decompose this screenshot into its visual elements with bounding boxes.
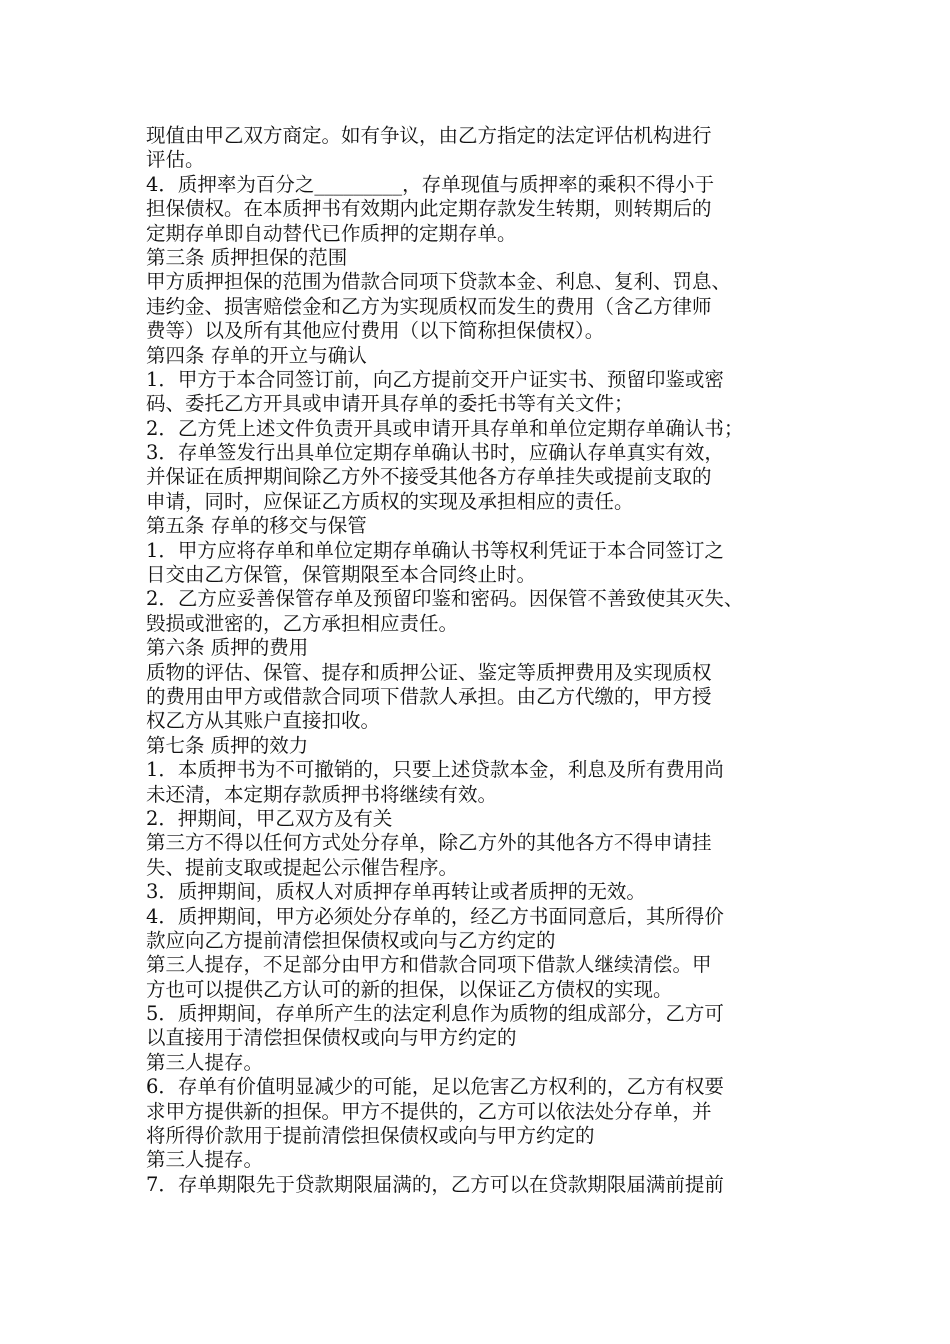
text-line: 2．押期间，甲乙双方及有关 (146, 806, 393, 830)
text-line: 2．乙方凭上述文件负责开具或申请开具存单和单位定期存单确认书； (146, 416, 744, 440)
text-line: 现值由甲乙双方商定。如有争议，由乙方指定的法定评估机构进行 (146, 124, 712, 147)
text-line: 并保证在质押期间除乙方外不接受其他各方存单挂失或提前支取的 (146, 465, 712, 489)
text-line: 申请，同时，应保证乙方质权的实现及承担相应的责任。 (146, 489, 634, 513)
text-line: 4．质押率为百分之_________，存单现值与质押率的乘积不得小于 (146, 172, 715, 196)
text-line: 日交由乙方保管，保管期限至本合同终止时。 (146, 563, 537, 587)
text-line: 1．甲方应将存单和单位定期存单确认书等权利凭证于本合同签订之 (146, 538, 724, 562)
text-line: 3．存单签发行出具单位定期存单确认书时，应确认存单真实有效， (146, 441, 724, 465)
text-line: 4．质押期间，甲方必须处分存单的，经乙方书面同意后，其所得价 (146, 904, 724, 928)
text-line: 的费用由甲方或借款合同项下借款人承担。由乙方代缴的，甲方授 (146, 684, 712, 708)
text-line: 1．甲方于本合同签订前，向乙方提前交开户证实书、预留印鉴或密 (146, 367, 724, 391)
text-line: 甲方质押担保的范围为借款合同项下贷款本金、利息、复利、罚息、 (146, 270, 732, 294)
text-line: 失、提前支取或提起公示催告程序。 (146, 855, 459, 879)
text-line: 以直接用于清偿担保债权或向与甲方约定的 (146, 1026, 517, 1050)
text-line: 未还清，本定期存款质押书将继续有效。 (146, 782, 498, 806)
text-line: 定期存单即自动替代已作质押的定期存单。 (146, 221, 517, 245)
section-heading: 第四条 存单的开立与确认 (146, 343, 367, 367)
text-line: 违约金、损害赔偿金和乙方为实现质权而发生的费用（含乙方律师 (146, 294, 712, 318)
text-line: 评估。 (146, 148, 205, 172)
section-heading: 第五条 存单的移交与保管 (146, 514, 367, 538)
text-line: 将所得价款用于提前清偿担保债权或向与甲方约定的 (146, 1124, 595, 1148)
text-line: 权乙方从其账户直接扣收。 (146, 709, 381, 733)
text-line: 款应向乙方提前清偿担保债权或向与乙方约定的 (146, 928, 556, 952)
text-line: 方也可以提供乙方认可的新的担保，以保证乙方债权的实现。 (146, 977, 673, 1001)
text-line: 6．存单有价值明显减少的可能，足以危害乙方权利的，乙方有权要 (146, 1075, 724, 1099)
section-heading: 第七条 质押的效力 (146, 733, 309, 757)
text-line: 费等）以及所有其他应付费用（以下简称担保债权）。 (146, 319, 605, 343)
text-line: 求甲方提供新的担保。甲方不提供的，乙方可以依法处分存单，并 (146, 1099, 712, 1123)
document-body (146, 124, 826, 1197)
text-line: 2．乙方应妥善保管存单及预留印鉴和密码。因保管不善致使其灭失、 (146, 587, 744, 611)
text-line: 7．存单期限先于贷款期限届满的，乙方可以在贷款期限届满前提前 (146, 1172, 724, 1196)
text-line: 质物的评估、保管、提存和质押公证、鉴定等质押费用及实现质权 (146, 660, 712, 684)
text-line: 5．质押期间，存单所产生的法定利息作为质物的组成部分，乙方可 (146, 1002, 724, 1026)
text-line: 码、委托乙方开具或申请开具存单的委托书等有关文件； (146, 392, 634, 416)
text-line: 第三人提存，不足部分由甲方和借款合同项下借款人继续清偿。甲 (146, 953, 712, 977)
text-line: 第三方不得以任何方式处分存单，除乙方外的其他各方不得申请挂 (146, 831, 712, 855)
text-line: 担保债权。在本质押书有效期内此定期存款发生转期，则转期后的 (146, 197, 712, 221)
text-line: 1．本质押书为不可撤销的，只要上述贷款本金，利息及所有费用尚 (146, 758, 724, 782)
text-line: 毁损或泄密的，乙方承担相应责任。 (146, 611, 459, 635)
text-line: 第三人提存。 (146, 1050, 264, 1074)
section-heading: 第六条 质押的费用 (146, 636, 309, 660)
text-line: 3．质押期间，质权人对质押存单再转让或者质押的无效。 (146, 880, 646, 904)
section-heading: 第三条 质押担保的范围 (146, 245, 348, 269)
text-line: 第三人提存。 (146, 1148, 264, 1172)
